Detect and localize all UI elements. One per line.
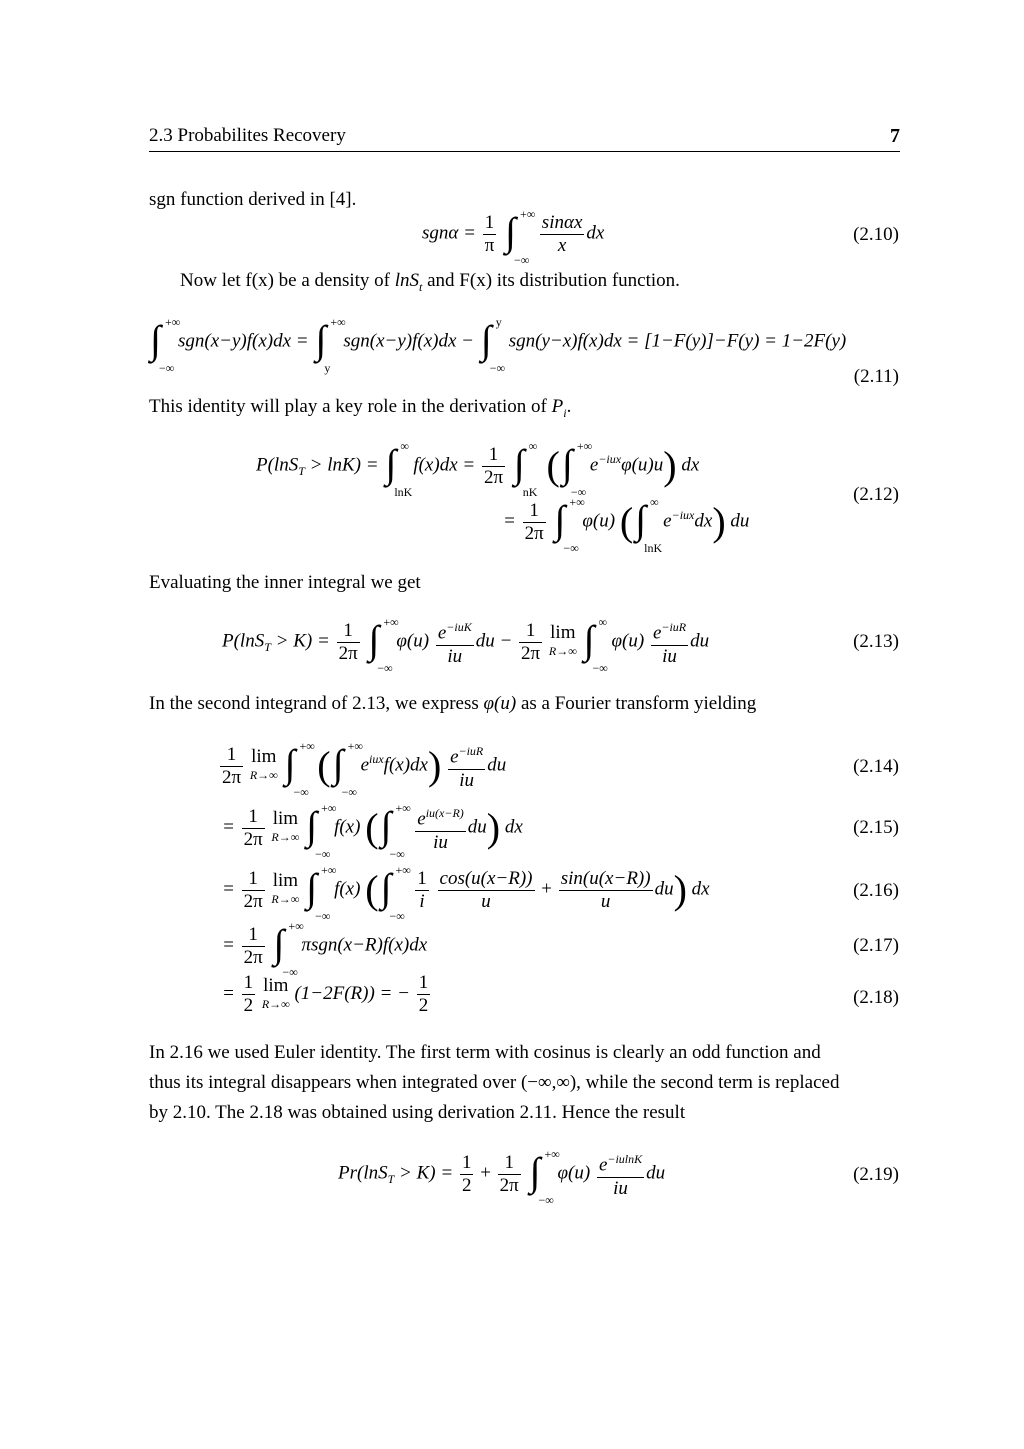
page-number: 7	[890, 125, 900, 147]
paragraph-6-line-2: thus its integral disappears when integrated over (−∞,∞), while the second term is replaced	[149, 1072, 840, 1093]
equation-2-12-line-2: = $\frac{1}{2\pi}$ ∫ +∞ −∞ φ(u) ( ∫ ∞ lnK $e^{-iux}dx$) du	[503, 495, 750, 555]
equation-2-11: ∫ +∞ −∞ sgn(x−y)f(x)dx = ∫ +∞ y sgn(x−y)f(x)dx − ∫ y −∞ sgn(y−x)f(x)dx = [1−F(y)]−F(y) = 1−2F(y)	[150, 315, 847, 375]
paragraph-1: sgn function derived in [4].	[149, 189, 357, 210]
paragraph-3: This identity will play a key role in the derivation of $P_i$.	[149, 396, 572, 420]
eq-number-2-11: (2.11)	[853, 366, 899, 387]
equation-2-19: Pr(lnS$_T$ > K) = $\frac{1}{2}$ + $\frac{1}{2\pi}$ ∫ +∞ −∞ φ(u) $\frac{e^{-iulnK}}{iu}$ du	[338, 1147, 666, 1207]
eq-2-10-integrand: $\frac{\sin\alpha x}{x}$	[541, 211, 583, 256]
eq-2-10-lhs: sgnα =	[422, 222, 476, 244]
paragraph-6-line-3: by 2.10. The 2.18 was obtained using derivation 2.11. Hence the result	[149, 1102, 686, 1123]
eq-number-2-10: (2.10)	[853, 224, 899, 245]
eq-number-2-14: (2.14)	[853, 756, 899, 777]
eq-number-2-12: (2.12)	[853, 484, 899, 505]
paragraph-2: Now let f(x) be a density of lnS$_t$ and F(x) its distribution function.	[180, 270, 680, 294]
equation-2-17: = $\frac{1}{2\pi}$ ∫ +∞ −∞ πsgn(x−R)f(x)dx	[222, 919, 428, 979]
paragraph-4: Evaluating the inner integral we get	[149, 572, 421, 593]
equation-2-10: sgnα = $\frac{1}{\pi}$ ∫ +∞ −∞ $\frac{\sin\alpha x}{x}$ dx	[422, 207, 605, 267]
eq-2-10-integral: ∫ +∞ −∞	[505, 207, 536, 267]
eq-number-2-15: (2.15)	[853, 817, 899, 838]
equation-2-13: P(lnS$_T$ > K) = $\frac{1}{2\pi}$ ∫ +∞ −∞ φ(u) $\frac{e^{-iuK}}{iu}$ du − $\frac{1}{2\pi}$ lim R→∞ ∫ ∞ −∞ φ(u) $\frac{e^{-iuR}}{iu}$ du	[222, 615, 710, 675]
paragraph-6-line-1: In 2.16 we used Euler identity. The first term with cosinus is clearly an odd function and	[149, 1042, 821, 1063]
equation-2-15: = $\frac{1}{2\pi}$ lim R→∞ ∫ +∞ −∞ f(x) ( ∫ +∞ −∞ $\frac{e^{iu(x-R)}}{iu}$ du) dx	[222, 801, 523, 861]
equation-2-12-line-1: P(lnS$_T$ > lnK) = ∫ ∞ lnK f(x)dx = $\frac{1}{2\pi}$ ∫ ∞ nK ( ∫ +∞ −∞ $e^{-iux}\varphi(u)u$) dx	[256, 439, 700, 499]
equation-2-18: = $\frac{1}{2}$ lim R→∞ (1−2F(R)) = − $\frac{1}{2}$	[222, 972, 429, 1016]
eq-number-2-17: (2.17)	[853, 935, 899, 956]
eq-number-2-19: (2.19)	[853, 1164, 899, 1185]
eq-number-2-18: (2.18)	[853, 987, 899, 1008]
section-title: 2.3 Probabilites Recovery	[149, 125, 346, 146]
eq-number-2-16: (2.16)	[853, 880, 899, 901]
eq-number-2-13: (2.13)	[853, 631, 899, 652]
running-header	[149, 125, 900, 152]
equation-2-14: $\frac{1}{2\pi}$ lim R→∞ ∫ +∞ −∞ ( ∫ +∞ −∞ $e^{iux}f(x)dx$) $\frac{e^{-iuR}}{iu}$ du	[222, 739, 507, 799]
equation-2-16: = $\frac{1}{2\pi}$ lim R→∞ ∫ +∞ −∞ f(x) ( ∫ +∞ −∞ $\frac{1}{i}$ $\frac{\cos(u(x-R))}{u}$ + $\frac{\sin(u(x-R))}{u}$ du) dx	[222, 863, 710, 923]
eq-2-10-frac: $\frac{1}{\pi}$	[484, 211, 495, 256]
paragraph-5: In the second integrand of 2.13, we express φ(u) as a Fourier transform yielding	[149, 693, 757, 714]
